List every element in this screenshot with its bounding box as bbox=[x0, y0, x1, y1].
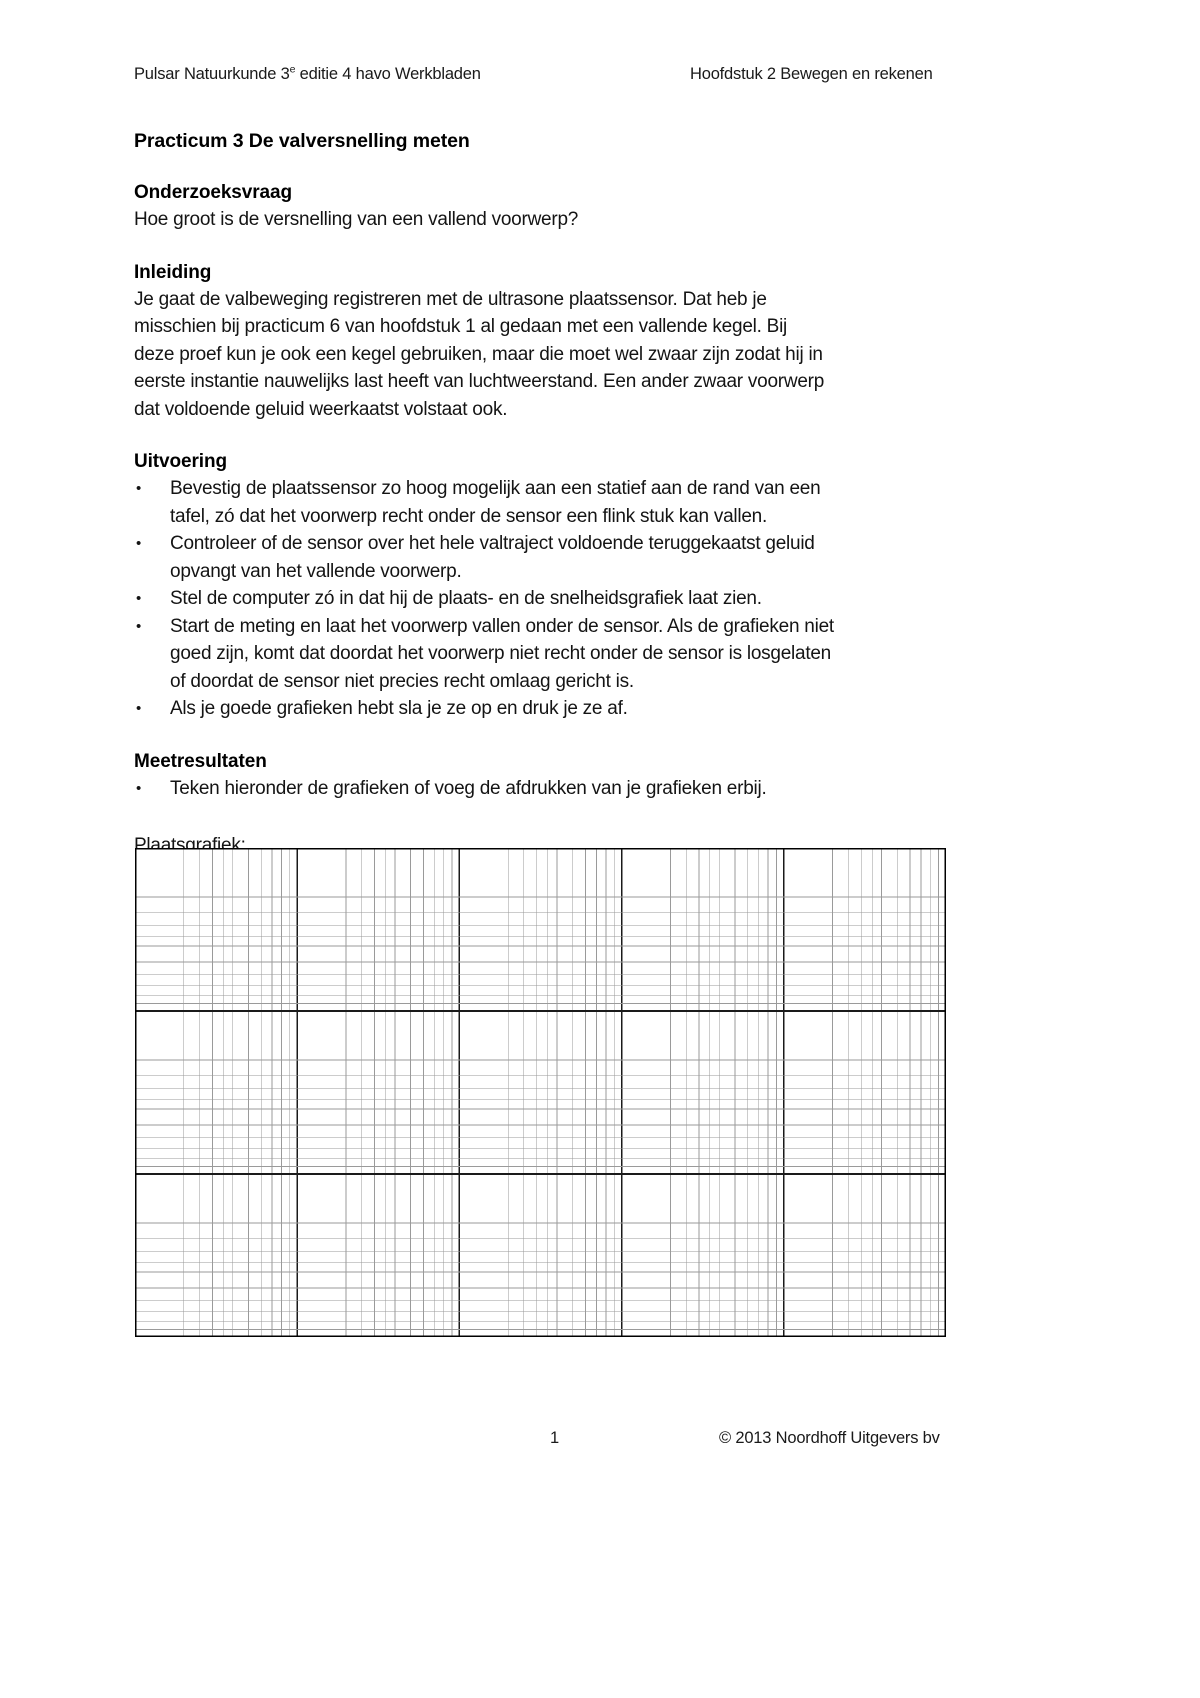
page-title: Practicum 3 De valversnelling meten bbox=[134, 130, 470, 152]
spacer bbox=[134, 802, 986, 832]
list-item-line: of doordat de sensor niet precies recht omlaag gericht is. bbox=[170, 670, 634, 692]
section-heading-uitvoering: Uitvoering bbox=[134, 451, 227, 472]
list-item bbox=[134, 613, 986, 696]
log-log-graph-paper bbox=[135, 848, 946, 1337]
graph-caption: Plaatsgrafiek: bbox=[134, 835, 246, 856]
meetresultaten-list bbox=[134, 775, 986, 803]
header-left-text bbox=[134, 64, 690, 84]
document-body bbox=[134, 128, 986, 860]
list-item-line: Controleer of de sensor over het hele valtraject voldoende teruggekaatst geluid bbox=[170, 533, 815, 554]
bullet-icon: • bbox=[136, 617, 142, 635]
header-left-superscript: e bbox=[289, 63, 296, 76]
list-item-line: tafel, zó dat het voorwerp recht onder de sensor een flink stuk kan vallen. bbox=[170, 505, 767, 527]
graph-paper-area bbox=[135, 848, 946, 1337]
page-number: 1 bbox=[550, 1429, 559, 1447]
bullet-icon: • bbox=[136, 700, 142, 717]
list-item-line: Teken hieronder de grafieken of voeg de afdrukken van je grafieken erbij. bbox=[170, 777, 767, 799]
list-item-line: Start de meting en laat het voorwerp vallen onder de sensor. Als de grafieken niet bbox=[170, 615, 834, 637]
list-item-line: opvangt van het vallende voorwerp. bbox=[170, 560, 462, 582]
inleiding-line-1: Je gaat de valbeweging registreren met de ultrasone plaatssensor. Dat heb je bbox=[134, 288, 767, 310]
spacer bbox=[134, 423, 986, 449]
list-item-line: Stel de computer zó in dat hij de plaats- en de snelheidsgrafiek laat zien. bbox=[170, 588, 762, 609]
section-heading-meetresultaten: Meetresultaten bbox=[134, 750, 267, 772]
copyright-notice: © 2013 Noordhoff Uitgevers bv bbox=[719, 1429, 940, 1447]
inleiding-line-4: eerste instantie nauwelijks last heeft van luchtweerstand. Een ander zwaar voorwerp bbox=[134, 371, 825, 392]
header-right-text: Hoofdstuk 2 Bewegen en rekenen bbox=[690, 65, 933, 83]
spacer bbox=[134, 154, 986, 180]
list-item-line: Bevestig de plaatssensor zo hoog mogelijk aan een statief aan de rand van een bbox=[170, 478, 821, 499]
inleiding-line-3: deze proef kun je ook een kegel gebruiken, maar die moet wel zwaar zijn zodat hij in bbox=[134, 343, 823, 365]
bullet-icon: • bbox=[136, 590, 142, 607]
page-header bbox=[134, 64, 982, 84]
list-item bbox=[134, 530, 986, 585]
list-item-line: goed zijn, komt dat doordat het voorwerp niet recht onder de sensor is losgelaten bbox=[170, 643, 831, 664]
inleiding-line-2: misschien bij practicum 6 van hoofdstuk 1 al gedaan met een vallende kegel. Bij bbox=[134, 316, 788, 337]
bullet-icon: • bbox=[136, 779, 142, 797]
spacer bbox=[134, 234, 986, 260]
list-item-line: Als je goede grafieken hebt sla je ze op en druk je ze af. bbox=[170, 698, 628, 719]
header-left-prefix: Pulsar Natuurkunde 3 bbox=[134, 65, 290, 83]
inleiding-line-5: dat voldoende geluid weerkaatst volstaat ook. bbox=[134, 398, 508, 420]
list-item bbox=[134, 775, 986, 803]
list-item bbox=[134, 475, 986, 530]
section-text-onderzoeksvraag: Hoe groot is de versnelling van een vallend voorwerp? bbox=[134, 209, 579, 230]
section-heading-inleiding: Inleiding bbox=[134, 261, 212, 283]
spacer bbox=[134, 723, 986, 749]
bullet-icon: • bbox=[136, 480, 142, 497]
header-left-suffix: editie 4 havo Werkbladen bbox=[295, 65, 481, 83]
list-item bbox=[134, 585, 986, 613]
bullet-icon: • bbox=[136, 535, 142, 552]
section-heading-onderzoeksvraag: Onderzoeksvraag bbox=[134, 182, 292, 203]
list-item bbox=[134, 695, 986, 723]
uitvoering-list bbox=[134, 475, 986, 723]
